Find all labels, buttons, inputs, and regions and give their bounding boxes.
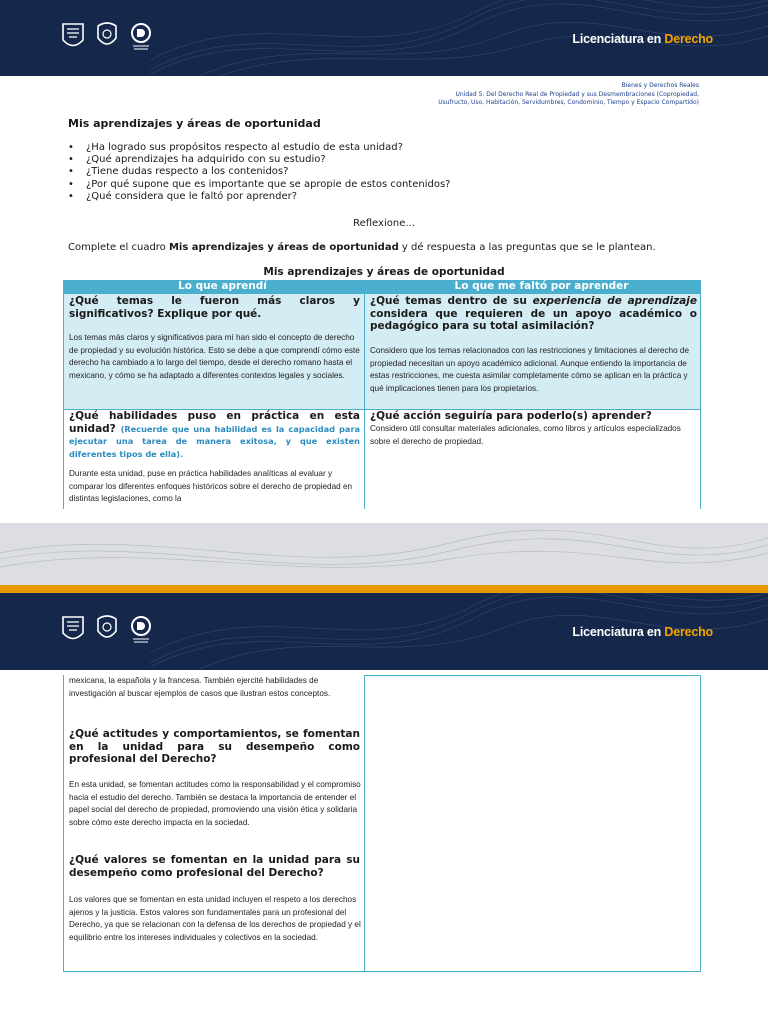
table-header-missing: Lo que me faltó por aprender — [382, 280, 701, 293]
answer-3-part-1: Durante esta unidad, puse en práctica habilidades analíticas al evaluar y comparar los diferentes enfoques históricos sobre el derecho de propiedad en distintas legislaciones, como la — [69, 469, 353, 503]
section-title: Mis aprendizajes y áreas de oportunidad — [68, 117, 321, 130]
cell-q4-continued — [364, 675, 701, 972]
question-3-text: ¿Qué habilidades puso en práctica en esta unidad? — [69, 410, 360, 435]
document-header — [438, 82, 699, 108]
unam-seal-icon — [60, 20, 86, 52]
instruction-before: Complete el cuadro — [68, 242, 169, 253]
program-title-prefix: Licenciatura en — [572, 32, 665, 46]
question-2-before: ¿Qué temas dentro de su — [370, 295, 533, 307]
answer-3-part-2: mexicana, la española y la francesa. También ejercité habilidades de investigación al buscar ejemplos de casos que ilustran estos conceptos. — [69, 676, 331, 698]
question-5: ¿Qué actitudes y comportamientos, se fomentan en la unidad para su desempeño como profesional del Derecho? — [69, 728, 360, 765]
reflexione-text: Reflexione... — [353, 218, 415, 229]
list-item: • ¿Ha logrado sus propósitos respecto al estudio de esta unidad? — [68, 142, 450, 154]
instruction-text — [68, 242, 656, 253]
table-header-learned: Lo que aprendí — [63, 280, 382, 293]
list-item: • ¿Por qué supone que es importante que se apropie de estos contenidos? — [68, 179, 450, 191]
unam-seal-icon — [60, 613, 86, 645]
orange-divider — [0, 585, 768, 593]
program-title — [572, 625, 713, 639]
program-title-accent: Derecho — [664, 32, 713, 46]
answer-4: Considero útil consultar materiales adicionales, como libros y artículos especializados sobre el derecho de propiedad. — [370, 424, 681, 446]
instruction-bold: Mis aprendizajes y áreas de oportunidad — [168, 242, 399, 253]
program-title-prefix: Licenciatura en — [572, 625, 665, 639]
header-banner-page-2 — [0, 593, 768, 670]
cell-q3 — [63, 409, 365, 509]
faculty-shield-icon — [94, 20, 120, 52]
answer-5: En esta unidad, se fomentan actitudes como la responsabilidad y el compromiso hacia el estudio del derecho. También se destaca la importancia de entender el papel social del derecho de propiedad, promoviendo una visión ética y solidaria sobre cómo este derecho impacta en la sociedad. — [69, 780, 361, 827]
decorative-waves — [0, 523, 768, 585]
question-2-after: considera que requieren de un apoyo académico o pedagógico para su total asimilación? — [370, 307, 697, 332]
question-2 — [370, 295, 697, 333]
program-title-accent: Derecho — [664, 625, 713, 639]
answer-1: Los temas más claros y significativos para mí han sido el concepto de derecho de propiedad y su evolución histórica. Esto se debe a que comprendí cómo este derecho ha cambiado a lo largo del tiempo, desde el derecho romano hasta el mexicano, y cómo se ha adaptado a diferentes contextos legales y sociales. — [69, 333, 360, 380]
page-break-band — [0, 523, 768, 585]
question-4: ¿Qué acción seguiría para poderlo(s) aprender? — [370, 410, 652, 422]
header-banner — [0, 0, 768, 76]
list-item: • ¿Qué aprendizajes ha adquirido con su estudio? — [68, 154, 450, 166]
program-title — [572, 32, 713, 46]
question-2-emphasis: experiencia de aprendizaje — [532, 295, 697, 307]
list-item: • ¿Tiene dudas respecto a los contenidos? — [68, 166, 450, 178]
sua-logo-icon — [128, 20, 154, 52]
cell-q3-continued — [63, 675, 365, 972]
list-item: • ¿Qué considera que le faltó por aprender? — [68, 191, 450, 203]
instruction-after: y dé respuesta a las preguntas que se le plantean. — [398, 242, 656, 253]
cell-q1 — [63, 293, 365, 410]
cell-q4 — [364, 409, 701, 509]
question-1: ¿Qué temas le fueron más claros y significativos? Explique por qué. — [69, 295, 360, 320]
faculty-shield-icon — [94, 613, 120, 645]
table-title: Mis aprendizajes y áreas de oportunidad — [263, 266, 505, 278]
unit-title-line-1: Unidad 5. Del Derecho Real de Propiedad y sus Desmembraciones (Copropiedad, — [455, 90, 699, 98]
course-name: Bienes y Derechos Reales — [621, 82, 699, 89]
institution-logos — [60, 20, 154, 52]
reflection-questions-list — [68, 142, 450, 203]
question-3-note: (Recuerde que una habilidad es la capacidad para ejecutar una tarea de manera exitosa, y que existen diferentes tipos de ella). — [69, 423, 361, 459]
answer-2: Considero que los temas relacionados con las restricciones y limitaciones al derecho de propiedad necesitan un apoyo académico adicional. Aunque entiendo la importancia de estas restricciones, me cuesta asimilar completamente cómo se aplican en la práctica y qué implicaciones tienen para los propietarios. — [370, 346, 690, 393]
sua-logo-icon — [128, 613, 154, 645]
answer-6: Los valores que se fomentan en esta unidad incluyen el respeto a los derechos ajenos y la justicia. Estos valores son fundamentales para un profesional del Derecho, ya que se relacionan con la defensa de los derechos de propiedad y el equilibrio entre los intereses individuales y colectivos en la sociedad. — [69, 895, 361, 942]
unit-title-line-2: Usufructo, Uso, Habitación, Servidumbres, Condominio, Tiempo y Espacio Compartido) — [438, 99, 699, 107]
institution-logos — [60, 613, 154, 645]
question-6: ¿Qué valores se fomentan en la unidad para su desempeño como profesional del Derecho? — [69, 854, 360, 879]
question-3 — [69, 410, 360, 460]
cell-q2 — [364, 293, 701, 410]
